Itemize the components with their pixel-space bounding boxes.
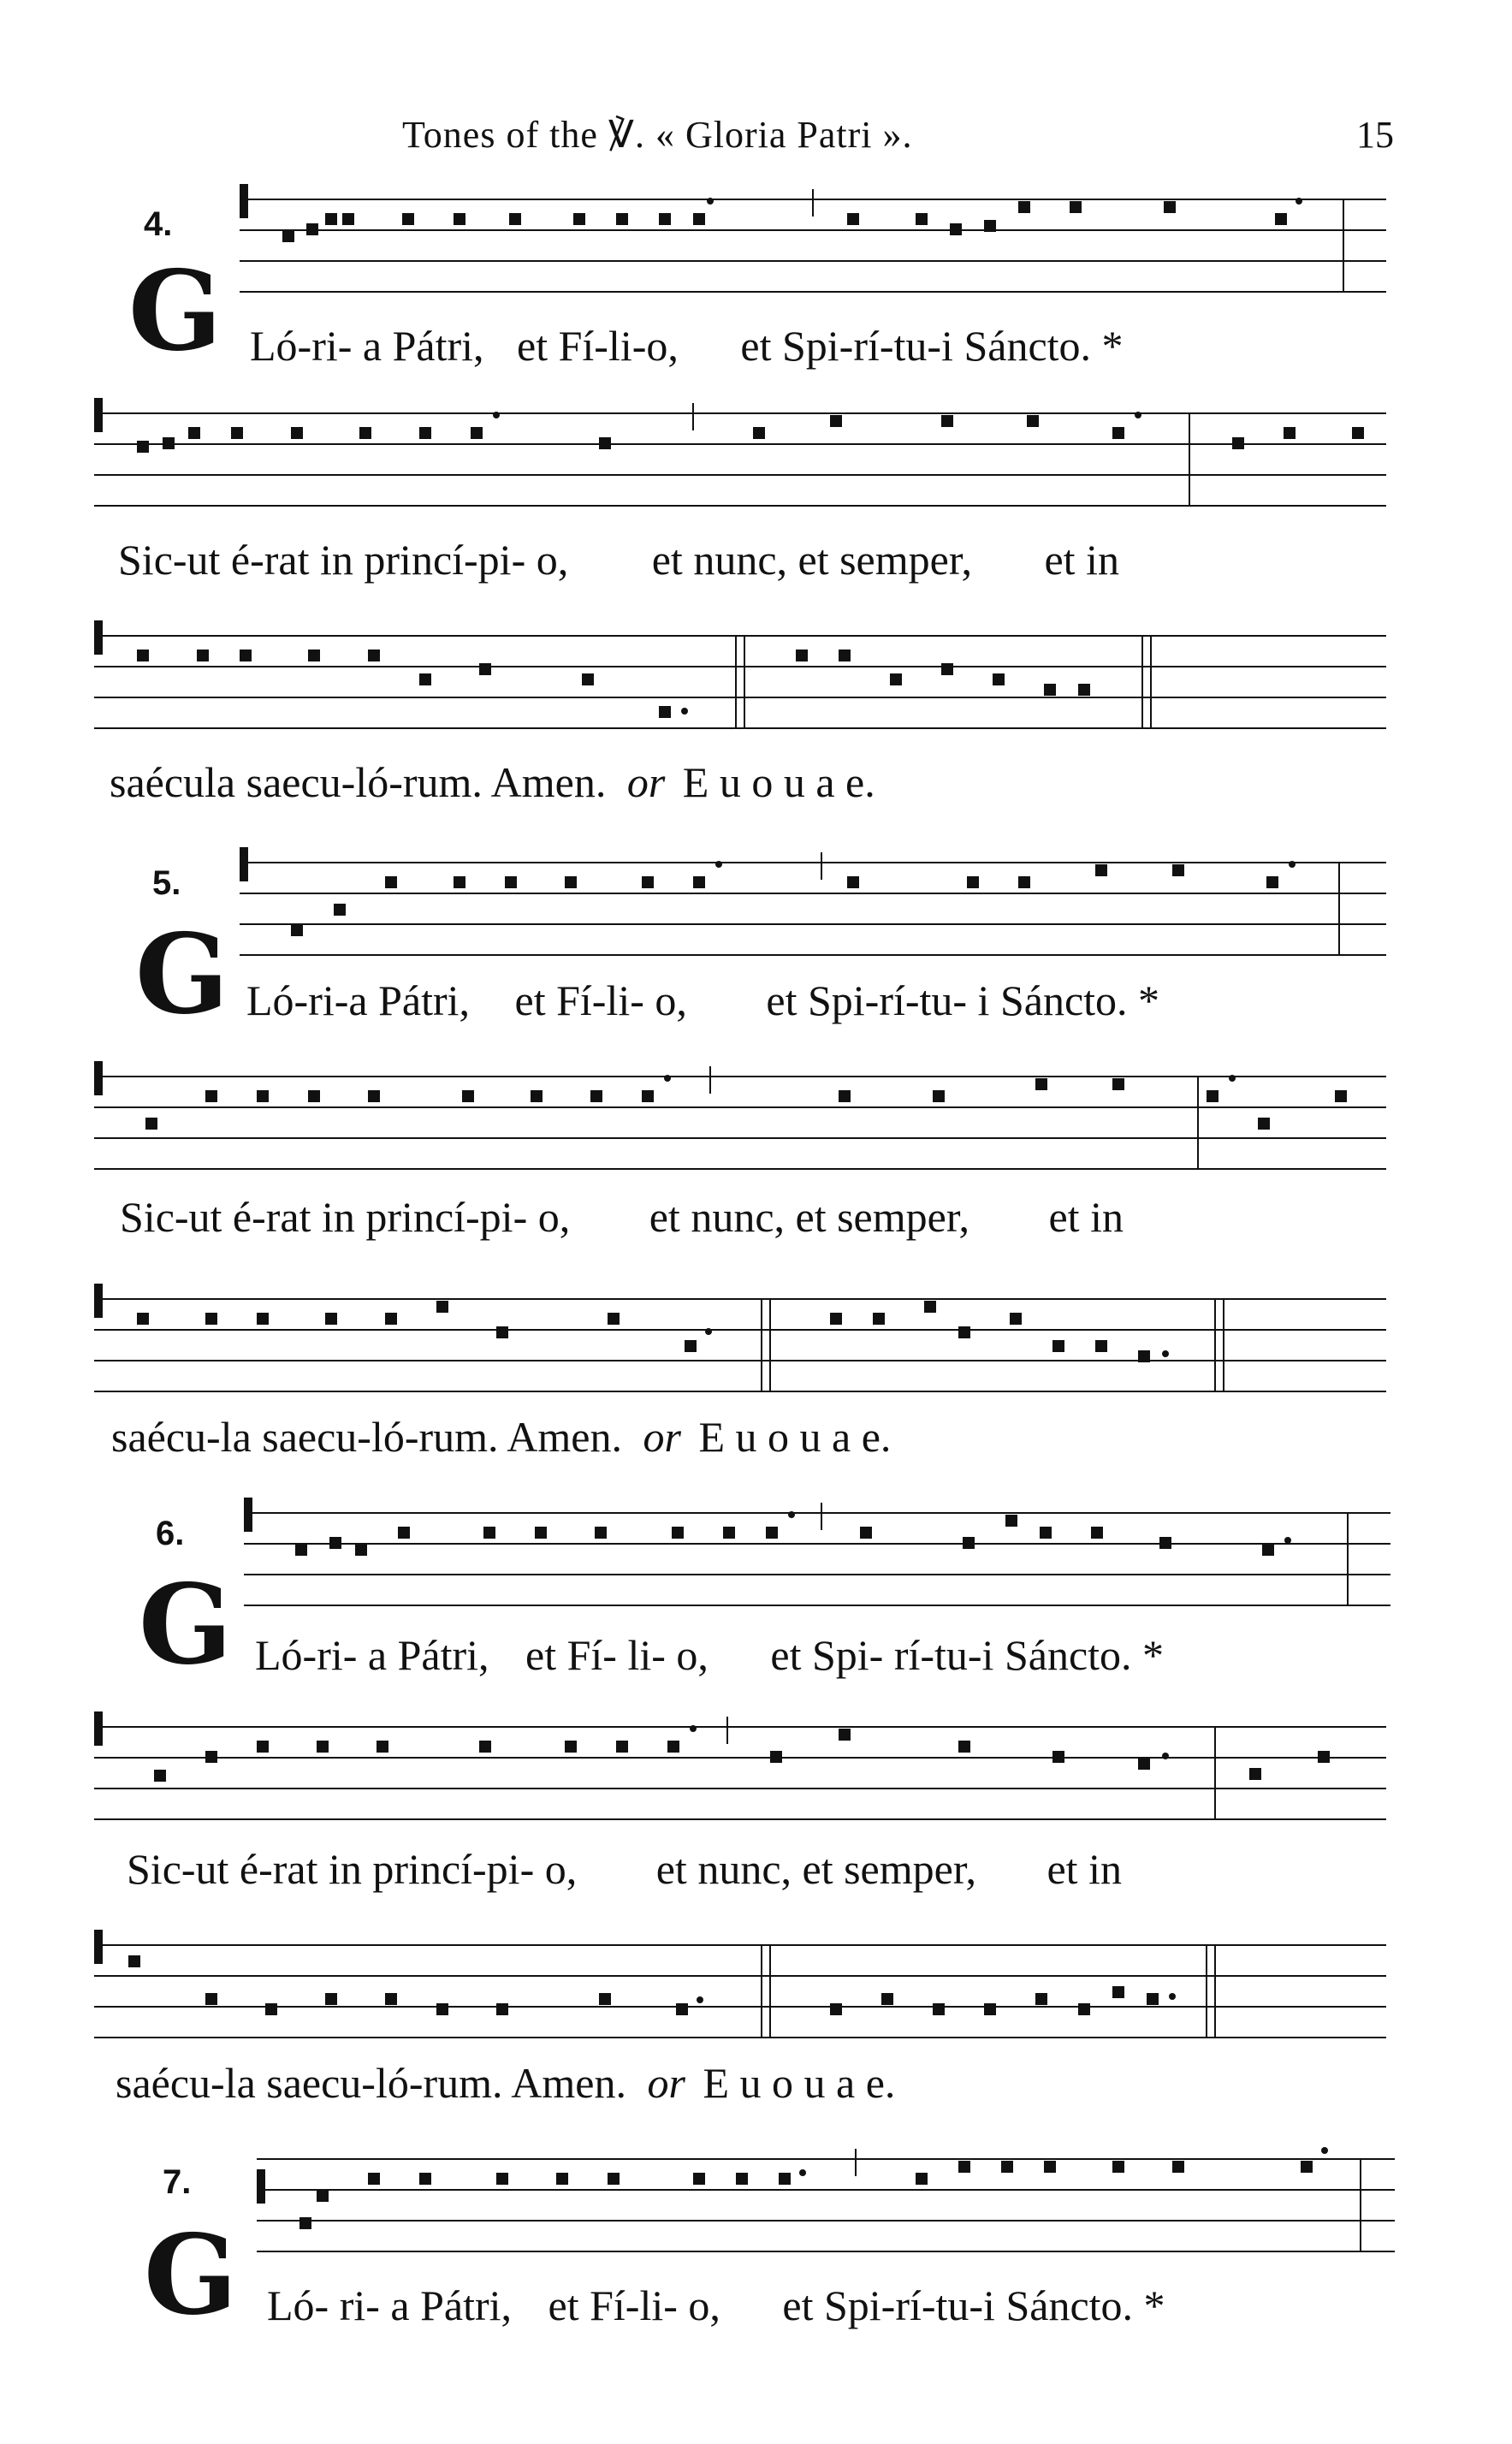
- neume: [941, 663, 953, 675]
- lyric-segment: et Spi-rí-tu- i Sáncto. *: [766, 976, 1160, 1024]
- lyric-line: [246, 976, 1159, 1025]
- lyric-segment: et nunc, et semper,: [649, 1193, 969, 1241]
- neume: [693, 213, 705, 225]
- mora-dot: [1284, 1537, 1291, 1544]
- mora-dot: [1169, 1993, 1176, 2000]
- neume: [454, 876, 465, 888]
- neume: [573, 213, 585, 225]
- neume: [984, 220, 996, 232]
- neume: [325, 1313, 337, 1325]
- neume: [590, 1090, 602, 1102]
- c-clef-icon: [257, 2169, 265, 2204]
- c-clef-icon: [94, 398, 103, 432]
- neume: [462, 1090, 474, 1102]
- lyric-segment: et Fí-li- o,: [514, 976, 687, 1024]
- neume: [295, 1544, 307, 1556]
- neume: [958, 1326, 970, 1338]
- neume: [659, 706, 671, 718]
- neume: [496, 2003, 508, 2015]
- neume: [398, 1527, 410, 1539]
- lyric-or: or: [647, 2059, 685, 2107]
- neume: [1112, 1986, 1124, 1998]
- neume: [205, 1090, 217, 1102]
- neume: [753, 427, 765, 439]
- lyric-segment: Sic-ut é-rat in princí-pi- o,: [127, 1845, 578, 1893]
- neume: [128, 1955, 140, 1967]
- c-clef-icon: [94, 1284, 103, 1318]
- neume: [205, 1313, 217, 1325]
- neume: [145, 1118, 157, 1130]
- lyric-segment: Ló-ri-a Pátri,: [246, 976, 471, 1024]
- neume: [608, 2173, 620, 2185]
- neume: [317, 2190, 329, 2202]
- neume: [496, 2173, 508, 2185]
- neume: [1266, 876, 1278, 888]
- music-staff: [86, 612, 1395, 740]
- neume: [1018, 876, 1030, 888]
- neume: [616, 213, 628, 225]
- lyric-line: [110, 757, 875, 807]
- neume: [1078, 684, 1090, 696]
- neume: [847, 213, 859, 225]
- mora-dot: [1162, 1753, 1169, 1759]
- neume: [402, 213, 414, 225]
- neume: [839, 1729, 851, 1741]
- c-clef-icon: [94, 1930, 103, 1964]
- neume: [1027, 415, 1039, 427]
- neume: [505, 876, 517, 888]
- lyric-segment: et Spi-rí-tu-i Sáncto. *: [782, 2281, 1165, 2329]
- mora-dot: [1229, 1075, 1236, 1082]
- mora-dot: [681, 708, 688, 715]
- neume: [355, 1544, 367, 1556]
- neume: [1112, 427, 1124, 439]
- lyric-segment: et nunc, et semper,: [651, 536, 972, 584]
- neume: [1207, 1090, 1218, 1102]
- music-staff: [86, 1053, 1395, 1181]
- neume: [496, 1326, 508, 1338]
- neume: [950, 223, 962, 235]
- neume: [565, 876, 577, 888]
- neume: [197, 650, 209, 661]
- neume: [368, 2173, 380, 2185]
- neume: [796, 650, 808, 661]
- neume: [282, 230, 294, 242]
- neume: [993, 673, 1005, 685]
- tone-number: 4.: [144, 205, 173, 243]
- neume: [265, 2003, 277, 2015]
- mora-dot: [705, 1328, 712, 1335]
- mora-dot: [715, 861, 722, 868]
- neume: [535, 1527, 547, 1539]
- neume: [766, 1527, 778, 1539]
- neume: [483, 1527, 495, 1539]
- neume: [1035, 1993, 1047, 2005]
- neume: [963, 1537, 975, 1549]
- neume: [1095, 864, 1107, 876]
- neume: [1112, 2161, 1124, 2173]
- neume: [1040, 1527, 1052, 1539]
- neume: [830, 2003, 842, 2015]
- lyric-segment: Ló- ri- a Pátri,: [267, 2281, 513, 2329]
- neume: [1232, 437, 1244, 449]
- neume: [308, 1090, 320, 1102]
- neume: [308, 650, 320, 661]
- neume: [299, 2217, 311, 2229]
- lyric-line: [127, 1844, 1122, 1894]
- music-staff: [86, 389, 1395, 518]
- neume: [958, 2161, 970, 2173]
- lyric-segment: saécu-la saecu-ló-rum. Amen.: [111, 1413, 622, 1461]
- neume: [1005, 1515, 1017, 1527]
- neume: [479, 663, 491, 675]
- lyric-segment: et Fí-li-o,: [517, 322, 679, 370]
- neume: [291, 924, 303, 936]
- mora-dot: [707, 198, 714, 205]
- neume: [1275, 213, 1287, 225]
- neume: [137, 1313, 149, 1325]
- mora-dot: [1296, 198, 1302, 205]
- neume: [1164, 201, 1176, 213]
- neume: [1249, 1768, 1261, 1780]
- neume: [205, 1993, 217, 2005]
- neume: [779, 2173, 791, 2185]
- lyric-segment: E u o u a e.: [703, 2059, 896, 2107]
- neume: [958, 1741, 970, 1753]
- music-staff: [235, 1489, 1399, 1617]
- lyric-segment: et in: [1048, 1193, 1124, 1241]
- neume: [659, 213, 671, 225]
- neume: [368, 650, 380, 661]
- neume: [1018, 201, 1030, 213]
- neume: [1044, 684, 1056, 696]
- neume: [257, 1090, 269, 1102]
- tone-number: 5.: [152, 864, 181, 902]
- neume: [839, 1090, 851, 1102]
- neume: [329, 1537, 341, 1549]
- neume: [137, 441, 149, 453]
- neume: [881, 1993, 893, 2005]
- drop-cap-initial: G: [128, 247, 222, 376]
- neume: [890, 673, 902, 685]
- lyric-line: [118, 535, 1119, 584]
- neume: [1138, 1758, 1150, 1770]
- neume: [933, 2003, 945, 2015]
- c-clef-icon: [244, 1498, 252, 1532]
- neume: [860, 1527, 872, 1539]
- neume: [916, 2173, 928, 2185]
- neume: [1258, 1118, 1270, 1130]
- music-staff: [86, 1275, 1395, 1403]
- mora-dot: [697, 1996, 703, 2003]
- neume: [1147, 1993, 1159, 2005]
- neume: [1335, 1090, 1347, 1102]
- drop-cap-initial: G: [135, 911, 229, 1039]
- neume: [941, 415, 953, 427]
- neume: [642, 876, 654, 888]
- neume: [1010, 1313, 1022, 1325]
- neume: [984, 2003, 996, 2015]
- neume: [509, 213, 521, 225]
- music-staff: [86, 1921, 1395, 2050]
- neume: [325, 213, 337, 225]
- music-staff: [86, 1703, 1395, 1831]
- lyric-or: or: [626, 758, 666, 806]
- lyric-line: [267, 2281, 1165, 2330]
- neume: [188, 427, 200, 439]
- drop-cap-initial: G: [144, 2211, 238, 2340]
- neume: [342, 213, 354, 225]
- neume: [359, 427, 371, 439]
- neume: [608, 1313, 620, 1325]
- lyric-segment: et nunc, et semper,: [655, 1845, 976, 1893]
- neume: [924, 1301, 936, 1313]
- neume: [1112, 1078, 1124, 1090]
- neume: [1078, 2003, 1090, 2015]
- mora-dot: [788, 1511, 795, 1518]
- neume: [770, 1751, 782, 1763]
- c-clef-icon: [94, 1711, 103, 1746]
- neume: [306, 223, 318, 235]
- neume: [334, 904, 346, 916]
- lyric-segment: et Spi-rí-tu-i Sáncto. *: [740, 322, 1124, 370]
- mora-dot: [1135, 412, 1141, 418]
- lyric-line: [255, 1630, 1164, 1680]
- lyric-segment: saécula saecu-ló-rum. Amen.: [110, 758, 607, 806]
- neume: [419, 2173, 431, 2185]
- lyric-segment: Sic-ut é-rat in princí-pi- o,: [120, 1193, 571, 1241]
- neume: [385, 1313, 397, 1325]
- mora-dot: [690, 1725, 697, 1732]
- neume: [1262, 1544, 1274, 1556]
- neume: [676, 2003, 688, 2015]
- neume: [368, 1090, 380, 1102]
- neume: [672, 1527, 684, 1539]
- neume: [839, 650, 851, 661]
- neume: [1091, 1527, 1103, 1539]
- neume: [967, 876, 979, 888]
- lyric-segment: et Fí-li- o,: [548, 2281, 720, 2329]
- neume: [454, 213, 465, 225]
- neume: [240, 650, 252, 661]
- c-clef-icon: [240, 847, 248, 881]
- lyric-segment: Ló-ri- a Pátri,: [250, 322, 484, 370]
- neume: [1284, 427, 1296, 439]
- neume: [642, 1090, 654, 1102]
- lyric-segment: et in: [1047, 1845, 1122, 1893]
- lyric-segment: E u o u a e.: [698, 1413, 892, 1461]
- neume: [257, 1313, 269, 1325]
- mora-dot: [493, 412, 500, 418]
- neume: [1095, 1340, 1107, 1352]
- neume: [830, 1313, 842, 1325]
- neume: [1301, 2161, 1313, 2173]
- neume: [419, 673, 431, 685]
- neume: [419, 427, 431, 439]
- neume: [436, 1301, 448, 1313]
- mora-dot: [1289, 861, 1296, 868]
- neume: [385, 1993, 397, 2005]
- neume: [1044, 2161, 1056, 2173]
- neume: [205, 1751, 217, 1763]
- mora-dot: [799, 2169, 806, 2176]
- neume: [599, 1993, 611, 2005]
- lyric-segment: Sic-ut é-rat in princí-pi- o,: [118, 536, 569, 584]
- mora-dot: [1162, 1350, 1169, 1357]
- tone-number: 6.: [156, 1515, 185, 1552]
- c-clef-icon: [240, 184, 248, 218]
- neume: [291, 427, 303, 439]
- neume: [137, 650, 149, 661]
- neume: [436, 2003, 448, 2015]
- neume: [616, 1741, 628, 1753]
- lyric-segment: et in: [1044, 536, 1119, 584]
- lyric-line: [250, 321, 1124, 371]
- lyric-segment: saécu-la saecu-ló-rum. Amen.: [116, 2059, 626, 2107]
- running-title: Tones of the ℣. « Gloria Patri ».: [402, 114, 913, 156]
- c-clef-icon: [94, 1061, 103, 1095]
- lyric-segment: Ló-ri- a Pátri,: [255, 1631, 489, 1679]
- lyric-segment: et Fí- li- o,: [525, 1631, 709, 1679]
- neume: [479, 1741, 491, 1753]
- lyric-segment: E u o u a e.: [682, 758, 875, 806]
- neume: [916, 213, 928, 225]
- neume: [599, 437, 611, 449]
- neume: [595, 1527, 607, 1539]
- neume: [1052, 1751, 1064, 1763]
- music-staff: [231, 839, 1395, 967]
- neume: [723, 1527, 735, 1539]
- neume: [317, 1741, 329, 1753]
- lyric-line: [120, 1192, 1124, 1242]
- neume: [1318, 1751, 1330, 1763]
- neume: [693, 876, 705, 888]
- neume: [231, 427, 243, 439]
- lyric-segment: et Spi- rí-tu-i Sáncto. *: [770, 1631, 1165, 1679]
- tone-number: 7.: [163, 2163, 192, 2201]
- neume: [556, 2173, 568, 2185]
- mora-dot: [1321, 2147, 1328, 2154]
- neume: [1070, 201, 1082, 213]
- lyric-or: or: [643, 1413, 681, 1461]
- neume: [1035, 1078, 1047, 1090]
- neume: [163, 437, 175, 449]
- neume: [1172, 2161, 1184, 2173]
- neume: [1138, 1350, 1150, 1362]
- neume: [847, 876, 859, 888]
- neume: [1052, 1340, 1064, 1352]
- page-number: 15: [1356, 114, 1394, 156]
- neume: [736, 2173, 748, 2185]
- neume: [565, 1741, 577, 1753]
- neume: [582, 673, 594, 685]
- music-staff: [231, 175, 1395, 304]
- lyric-line: [111, 1412, 891, 1462]
- neume: [685, 1340, 697, 1352]
- neume: [1352, 427, 1364, 439]
- neume: [667, 1741, 679, 1753]
- neume: [830, 415, 842, 427]
- neume: [873, 1313, 885, 1325]
- neume: [531, 1090, 543, 1102]
- music-staff: [248, 2135, 1403, 2263]
- mora-dot: [664, 1075, 671, 1082]
- neume: [1001, 2161, 1013, 2173]
- neume: [933, 1090, 945, 1102]
- neume: [154, 1770, 166, 1782]
- neume: [1159, 1537, 1171, 1549]
- neume: [693, 2173, 705, 2185]
- neume: [325, 1993, 337, 2005]
- neume: [471, 427, 483, 439]
- drop-cap-initial: G: [139, 1561, 233, 1689]
- neume: [377, 1741, 388, 1753]
- c-clef-icon: [94, 620, 103, 655]
- neume: [385, 876, 397, 888]
- neume: [257, 1741, 269, 1753]
- lyric-line: [116, 2058, 895, 2108]
- neume: [1172, 864, 1184, 876]
